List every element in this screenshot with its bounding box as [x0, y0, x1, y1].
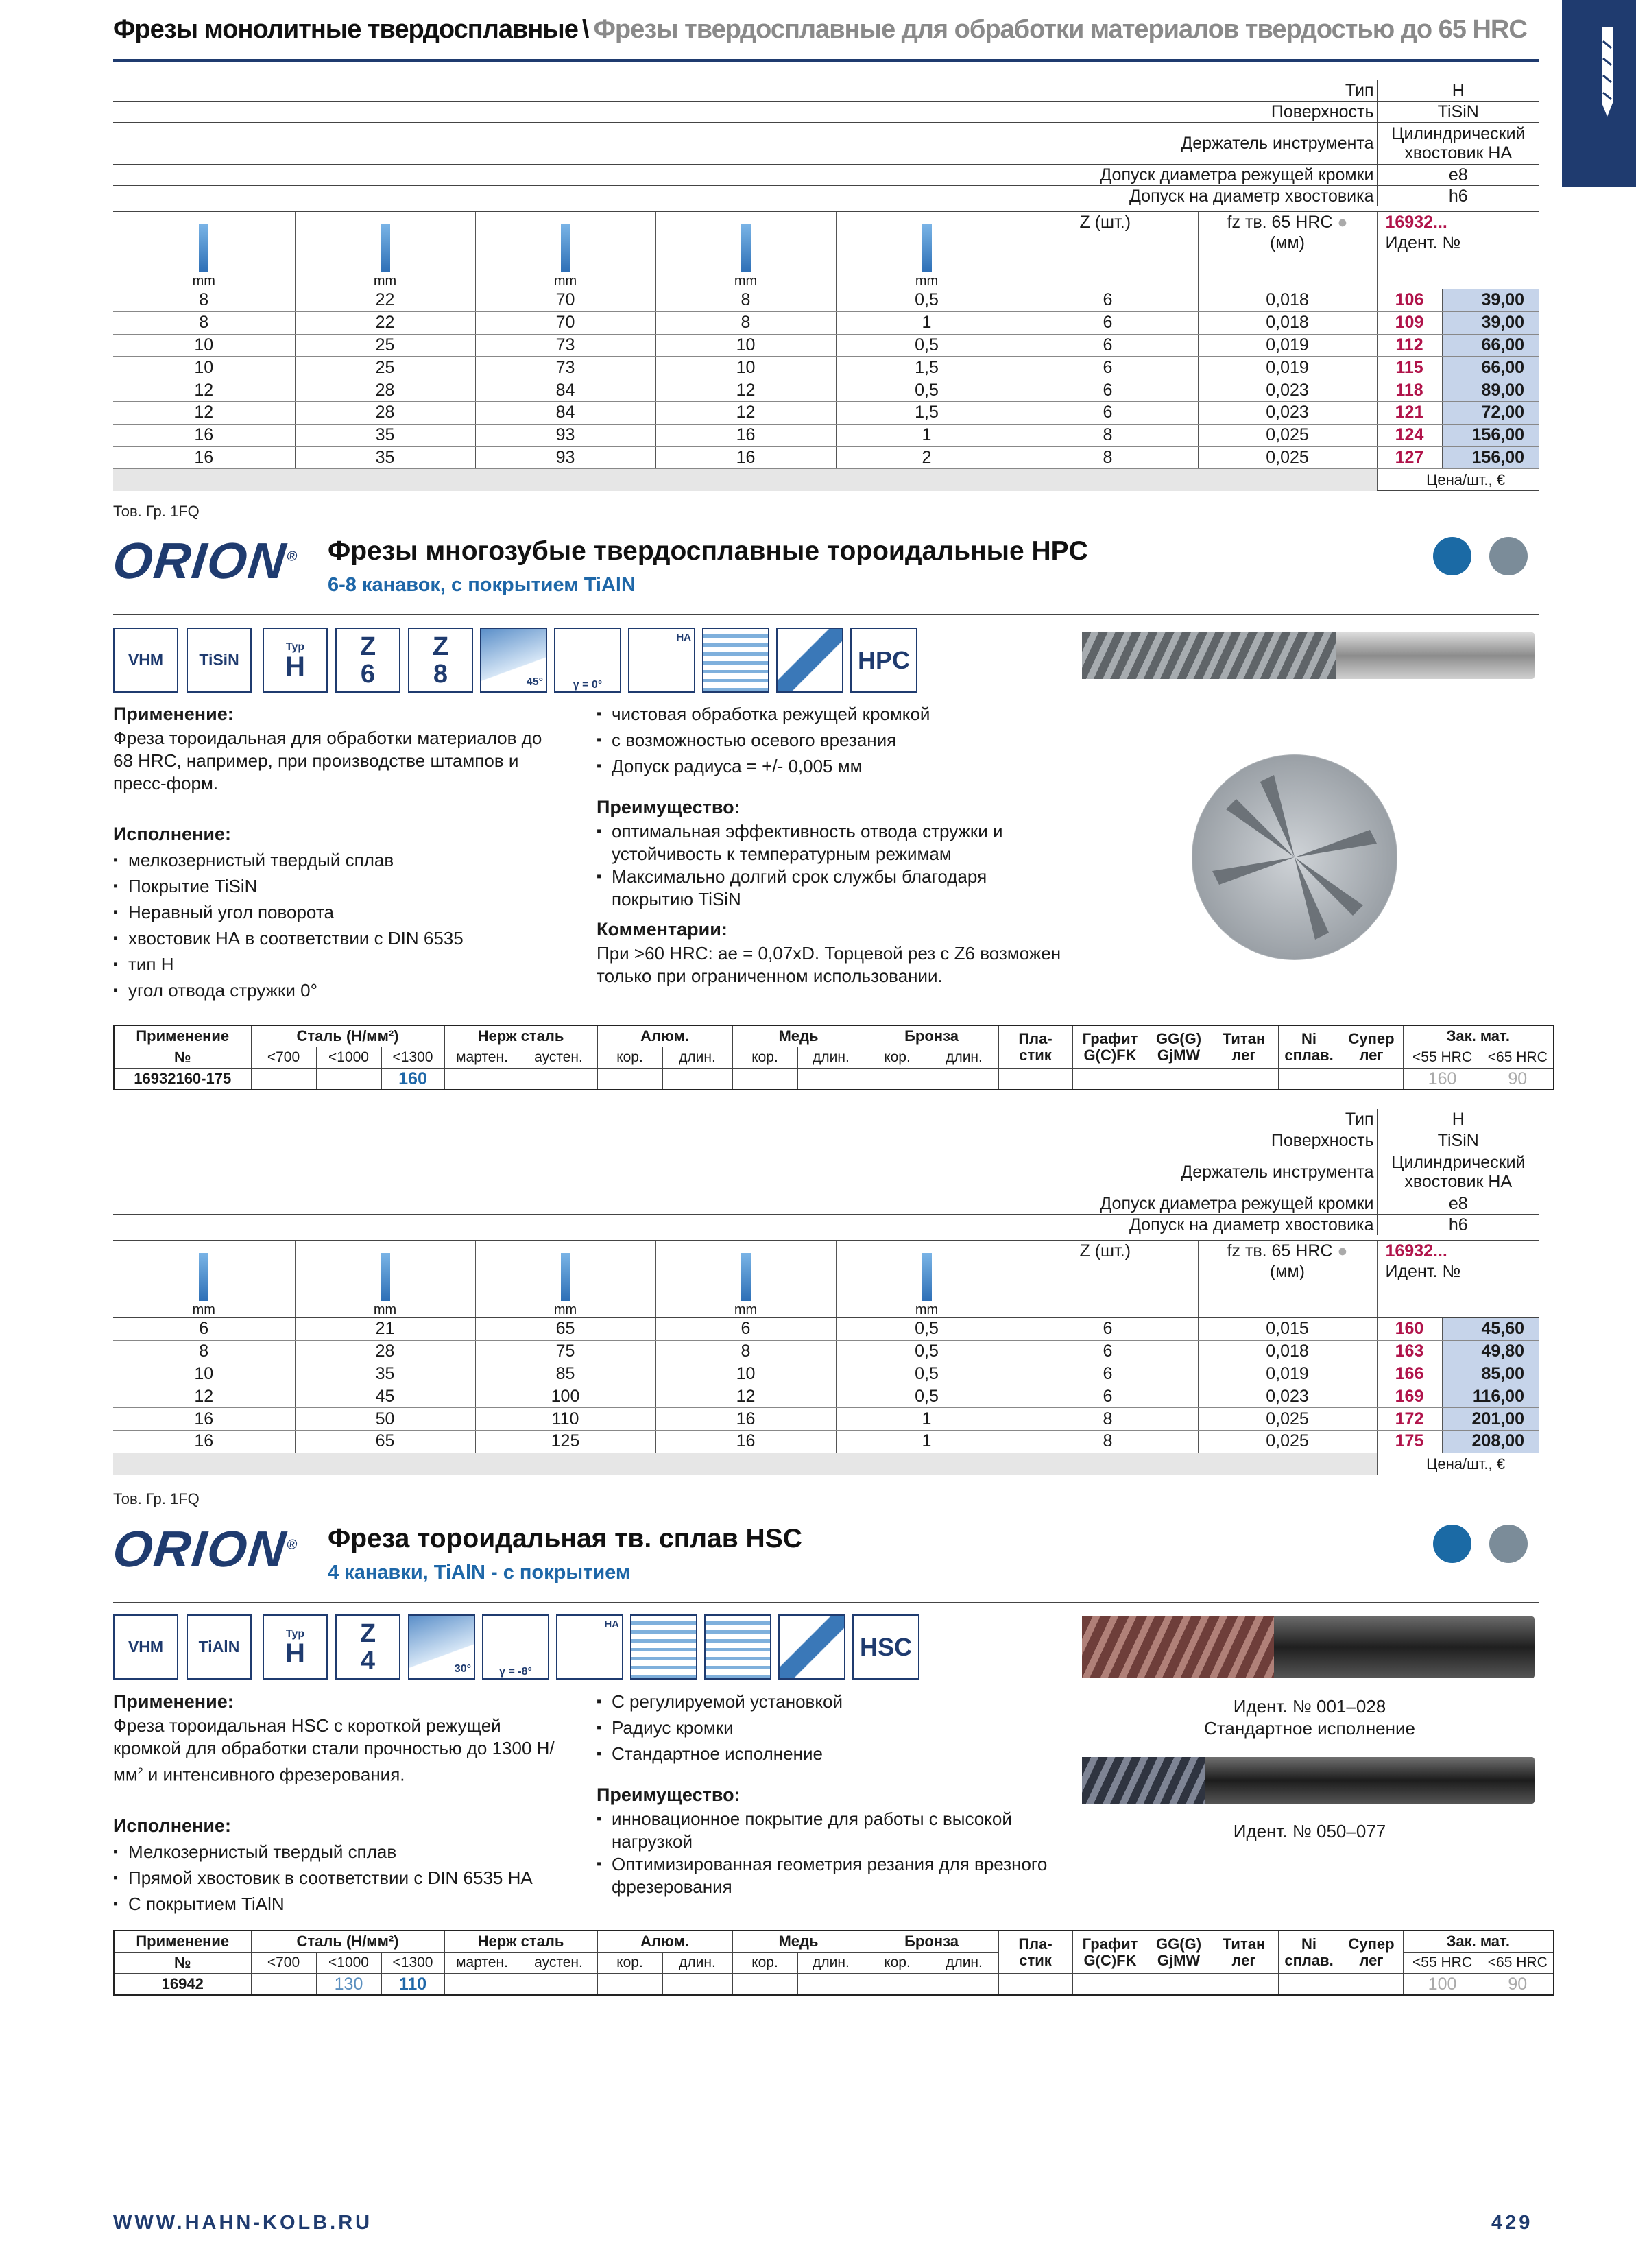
- cell-r: 0,5: [836, 289, 1018, 312]
- cell-r: 0,5: [836, 1385, 1018, 1408]
- cell-id: 127: [1377, 446, 1442, 469]
- application-bars-icon: [702, 628, 769, 693]
- spec-label-tol-shank: Допуск на диаметр хвостовика: [1129, 187, 1374, 206]
- list-item: ▪ Мелкозернистый твердый сплав: [113, 1839, 559, 1865]
- cell-d1: 16: [113, 424, 295, 446]
- cell-r: 1: [836, 1430, 1018, 1453]
- list-item: ▪ Прямой хвостовик в соответствии с DIN 6535 HA: [113, 1865, 559, 1891]
- cell-d2: 10: [655, 357, 836, 379]
- cell-d2: 16: [655, 446, 836, 469]
- total-length-icon: [561, 224, 570, 272]
- col-d2: mm: [655, 212, 836, 289]
- advantage-heading: Преимущество:: [597, 797, 741, 817]
- app-table-2-head-1: Применение Сталь (Н/мм²) Нерж сталь Алюм. Медь Бронза Пла- стик Графит G(C)FK GG(G) GjMW Титан лег Ni сплав. Супер лег Зак. мат.: [114, 1931, 1554, 1953]
- section-2-subtitle: 4 канавки, TiAlN - с покрытием: [328, 1562, 631, 1584]
- flute-star-icon: [1192, 754, 1397, 960]
- page-number: 429: [1491, 2212, 1533, 2234]
- cell-id: 163: [1377, 1340, 1442, 1363]
- tool-photo-hpc: [1082, 632, 1535, 679]
- tool-photo-standard: [1082, 1616, 1535, 1678]
- shank-ha-icon: HA: [628, 628, 695, 693]
- list-item: ▪ Максимально долгий срок службы благодаря покрытию TiSiN: [597, 866, 1063, 911]
- cell-price: 66,00: [1442, 357, 1539, 379]
- material-dot-2: [1489, 537, 1528, 575]
- cell-d1: 8: [113, 1340, 295, 1363]
- product-table-1: [113, 211, 1539, 491]
- cell-fz: 0,019: [1198, 357, 1377, 379]
- cell-id: 121: [1377, 401, 1442, 424]
- shank-ha-icon: HA: [556, 1614, 623, 1680]
- cell-z: 6: [1018, 1363, 1198, 1385]
- cell-l2: 35: [295, 1363, 475, 1385]
- badge-coating: TiSiN: [187, 628, 252, 693]
- cell-r: 0,5: [836, 1363, 1018, 1385]
- chapter-tab: [1562, 0, 1636, 187]
- cutting-length-icon: [381, 1253, 390, 1301]
- col-ident: 16932... Идент. №: [1377, 1241, 1539, 1318]
- corner-radius-icon: [922, 224, 932, 272]
- cell-r: 0,5: [836, 334, 1018, 357]
- cell-id: 160: [1377, 1318, 1442, 1341]
- rake-angle-icon: γ = -8°: [482, 1614, 549, 1680]
- cell-d2: 12: [655, 401, 836, 424]
- corner-radius-icon: [922, 1253, 932, 1301]
- cell-d2: 8: [655, 311, 836, 334]
- spec-label-holder: Держатель инструмента: [113, 1151, 1377, 1193]
- spec-label-tol-cut: Допуск диаметра режущей кромки: [113, 165, 1377, 186]
- cell-fz: 0,015: [1198, 1318, 1377, 1341]
- cell-z: 8: [1018, 424, 1198, 446]
- cell-l1: 70: [475, 289, 655, 312]
- badge-hpc: HPC: [850, 628, 917, 693]
- cell-d1: 12: [113, 379, 295, 402]
- spec-label-holder: Держатель инструмента: [113, 123, 1377, 165]
- app-table-1-head-1: Применение Сталь (Н/мм²) Нерж сталь Алюм. Медь Бронза Пла- стик Графит G(C)FK GG(G) GjMW Титан лег Ni сплав. Супер лег Зак. мат.: [114, 1025, 1554, 1047]
- badge-coating: TiAlN: [187, 1614, 252, 1680]
- application-bars-icon-2: [704, 1614, 771, 1680]
- cell-r: 1,5: [836, 401, 1018, 424]
- cell-d2: 10: [655, 334, 836, 357]
- cell-l2: 65: [295, 1430, 475, 1453]
- advantage-heading: Преимущество:: [597, 1784, 741, 1805]
- advantage-list: [597, 820, 1063, 911]
- badge-type: Typ H: [263, 1614, 328, 1680]
- table-row: [113, 1385, 1539, 1408]
- material-dot-1: [1433, 1525, 1471, 1563]
- badge-flutes-4: Z 4: [335, 1614, 400, 1680]
- cell-fz: 0,025: [1198, 424, 1377, 446]
- comment-text: При >60 HRC: ae = 0,07xD. Торцевой рез с Z6 возможен только при ограниченном использовании.: [597, 943, 1061, 986]
- cell-d2: 16: [655, 1408, 836, 1431]
- spec-value-tol-cut: e8: [1377, 1193, 1539, 1215]
- section-2-left-text: [113, 1688, 559, 1917]
- cutting-diameter-icon: [199, 1253, 208, 1301]
- list-item: ▪ Допуск радиуса = +/- 0,005 мм: [597, 753, 1063, 779]
- application-heading: Применение:: [113, 1691, 234, 1712]
- table-2-icon-row: [113, 1241, 1539, 1318]
- plunge-milling-icon: [776, 628, 843, 693]
- list-item: ▪ чистовая обработка режущей кромкой: [597, 701, 1063, 727]
- list-item: ▪ Покрытие TiSiN: [113, 873, 559, 899]
- badge-vhm: VHM: [113, 1614, 178, 1680]
- advantage-list: [597, 1808, 1063, 1898]
- cell-l2: 28: [295, 379, 475, 402]
- helix-angle-icon: 45°: [480, 628, 547, 693]
- cell-d2: 16: [655, 424, 836, 446]
- list-item: ▪ тип H: [113, 951, 559, 977]
- cell-z: 6: [1018, 311, 1198, 334]
- list-item: ▪ с возможностью осевого врезания: [597, 727, 1063, 753]
- cell-r: 0,5: [836, 1340, 1018, 1363]
- cell-r: 0,5: [836, 1318, 1018, 1341]
- cell-l1: 84: [475, 379, 655, 402]
- rake-angle-icon: γ = 0°: [554, 628, 621, 693]
- cell-id: 112: [1377, 334, 1442, 357]
- list-item: ▪ Неравный угол поворота: [113, 899, 559, 925]
- cell-fz: 0,018: [1198, 289, 1377, 312]
- cell-price: 66,00: [1442, 334, 1539, 357]
- cell-price: 45,60: [1442, 1318, 1539, 1341]
- list-item: ▪ мелкозернистый твердый сплав: [113, 847, 559, 873]
- cell-l1: 75: [475, 1340, 655, 1363]
- col-d1: mm: [113, 1241, 295, 1318]
- table-row: [113, 334, 1539, 357]
- spec-value-holder: Цилиндрический хвостовик HA: [1377, 123, 1539, 165]
- cell-d1: 16: [113, 1430, 295, 1453]
- cell-fz: 0,023: [1198, 401, 1377, 424]
- section-2-rule: [113, 1602, 1539, 1603]
- cell-d2: 8: [655, 289, 836, 312]
- cell-z: 6: [1018, 1385, 1198, 1408]
- feature-list: [597, 701, 1063, 779]
- cell-z: 6: [1018, 1340, 1198, 1363]
- col-z: Z (шт.): [1018, 212, 1198, 289]
- cell-price: 39,00: [1442, 289, 1539, 312]
- badge-type: Typ H: [263, 628, 328, 693]
- badge-flutes-8: Z 8: [408, 628, 473, 693]
- product-table-2: [113, 1240, 1539, 1475]
- cell-l2: 22: [295, 289, 475, 312]
- cell-l2: 28: [295, 401, 475, 424]
- application-heading: Применение:: [113, 704, 234, 724]
- drill-icon: [1562, 0, 1636, 187]
- cell-id: 166: [1377, 1363, 1442, 1385]
- list-item: ▪ С регулируемой установкой: [597, 1688, 1063, 1715]
- spec-label-type: Тип: [113, 1109, 1377, 1130]
- execution-heading: Исполнение:: [113, 824, 231, 844]
- cell-fz: 0,018: [1198, 1340, 1377, 1363]
- cell-fz: 0,018: [1198, 311, 1377, 334]
- cell-z: 6: [1018, 334, 1198, 357]
- footer-url[interactable]: WWW.HAHN-KOLB.RU: [113, 2212, 373, 2234]
- table-row: [113, 446, 1539, 469]
- application-table-1: [113, 1025, 1554, 1090]
- col-z: Z (шт.): [1018, 1241, 1198, 1318]
- cell-r: 1: [836, 424, 1018, 446]
- spec-value-tol-cut: e8: [1377, 165, 1539, 186]
- cell-price: 39,00: [1442, 311, 1539, 334]
- cell-l1: 73: [475, 357, 655, 379]
- spec-value-type: H: [1377, 80, 1539, 102]
- application-text: Фреза тороидальная HSC с короткой режущей кромкой для обработки стали прочностью до 1300 $Н/мм^2$ и интенсивного фрезерования.: [113, 1715, 555, 1785]
- cell-d2: 16: [655, 1430, 836, 1453]
- table-1-icon-row: [113, 212, 1539, 289]
- cell-z: 6: [1018, 289, 1198, 312]
- product-group-2: Тов. Гр. 1FQ: [113, 1490, 200, 1507]
- cell-id: 169: [1377, 1385, 1442, 1408]
- cell-d1: 8: [113, 289, 295, 312]
- col-fz: fz тв. 65 HRC ● (мм): [1198, 212, 1377, 289]
- orion-logo-1: ORION®: [110, 532, 300, 589]
- cell-id: 172: [1377, 1408, 1442, 1431]
- cell-l2: 25: [295, 357, 475, 379]
- section-1-title: Фрезы многозубые твердосплавные тороидальные HPC: [328, 536, 1088, 566]
- app-table-1-row: 16932160-175 160 160 90: [114, 1069, 1554, 1090]
- cell-d1: 10: [113, 1363, 295, 1385]
- cell-price: 116,00: [1442, 1385, 1539, 1408]
- section-1-left-text: [113, 701, 559, 1003]
- col-r: mm: [836, 212, 1018, 289]
- cell-r: 0,5: [836, 379, 1018, 402]
- header-sub: Фрезы твердосплавные для обработки материалов твердостью до 65 HRC: [593, 15, 1527, 44]
- cell-id: 175: [1377, 1430, 1442, 1453]
- app-table-2-row: 16942 130 110 100 90: [114, 1974, 1554, 1996]
- table-row: [113, 379, 1539, 402]
- spec-label-type: Тип: [113, 80, 1377, 102]
- cell-l1: 73: [475, 334, 655, 357]
- page-header: [113, 15, 1539, 58]
- cell-price: 201,00: [1442, 1408, 1539, 1431]
- col-ident: 16932... Идент. №: [1377, 212, 1539, 289]
- cell-l1: 93: [475, 424, 655, 446]
- spec-value-type: H: [1377, 1109, 1539, 1130]
- price-label: Цена/шт., €: [1377, 469, 1539, 491]
- tool-caption-2: Идент. № 050–077: [1233, 1821, 1386, 1841]
- cell-l1: 93: [475, 446, 655, 469]
- application-text: Фреза тороидальная для обработки материалов до 68 HRC, например, при производстве штампов и пресс-форм.: [113, 728, 542, 793]
- cell-price: 49,80: [1442, 1340, 1539, 1363]
- cell-d2: 10: [655, 1363, 836, 1385]
- cell-id: 109: [1377, 311, 1442, 334]
- cell-d2: 12: [655, 1385, 836, 1408]
- section-2-right-text: [597, 1688, 1063, 1898]
- tool-caption-1: Идент. № 001–028 Стандартное исполнение: [1204, 1696, 1415, 1739]
- tool-photo-variant: [1082, 1757, 1535, 1804]
- cell-d1: 8: [113, 311, 295, 334]
- table-row: [113, 357, 1539, 379]
- spec-label-surface: Поверхность: [113, 102, 1377, 123]
- cell-l1: 100: [475, 1385, 655, 1408]
- cell-l2: 25: [295, 334, 475, 357]
- cell-id: 124: [1377, 424, 1442, 446]
- cell-fz: 0,025: [1198, 1408, 1377, 1431]
- col-fz: fz тв. 65 HRC ● (мм): [1198, 1241, 1377, 1318]
- list-item: ▪ Оптимизированная геометрия резания для врезного фрезерования: [597, 1853, 1063, 1898]
- list-item: ▪ хвостовик НА в соответствии с DIN 6535: [113, 925, 559, 951]
- header-separator: \: [581, 15, 590, 44]
- badge-flutes-6: Z 6: [335, 628, 400, 693]
- header-main: Фрезы монолитные твердосплавные: [113, 15, 578, 44]
- cell-fz: 0,019: [1198, 1363, 1377, 1385]
- cell-d1: 16: [113, 446, 295, 469]
- cell-d1: 10: [113, 357, 295, 379]
- list-item: ▪ С покрытием TiAlN: [113, 1891, 559, 1917]
- feature-list: [597, 1688, 1063, 1767]
- spec-value-surface: TiSiN: [1377, 102, 1539, 123]
- table-row: [113, 401, 1539, 424]
- spec-value-holder: Цилиндрический хвостовик HA: [1377, 1151, 1539, 1193]
- material-dot-1: [1433, 537, 1471, 575]
- cell-d1: 12: [113, 401, 295, 424]
- col-l1: mm: [475, 1241, 655, 1318]
- spec-label-tol-cut: Допуск диаметра режущей кромки: [113, 1193, 1377, 1215]
- section-1-subtitle: 6-8 канавок, с покрытием TiAlN: [328, 574, 636, 596]
- cell-fz: 0,023: [1198, 1385, 1377, 1408]
- col-l1: mm: [475, 212, 655, 289]
- app-table-1-head-2: № <700 <1000 <1300 мартен. аустен. кор. длин. кор. длин. кор. длин. <55 HRC <65 HRC: [114, 1047, 1554, 1069]
- section-1-right-text: [597, 701, 1063, 988]
- orion-logo-2: ORION®: [110, 1520, 300, 1577]
- cell-fz: 0,019: [1198, 334, 1377, 357]
- section-2-title: Фреза тороидальная тв. сплав HSC: [328, 1524, 802, 1553]
- execution-list: [113, 847, 559, 1003]
- table-1-footer: [113, 469, 1539, 491]
- cell-l2: 50: [295, 1408, 475, 1431]
- execution-list: [113, 1839, 559, 1917]
- spec-value-tol-shank: h6: [1377, 1215, 1539, 1236]
- table-row: [113, 1340, 1539, 1363]
- list-item: ▪ инновационное покрытие для работы с высокой нагрузкой: [597, 1808, 1063, 1853]
- total-length-icon: [561, 1253, 570, 1301]
- cell-fz: 0,023: [1198, 379, 1377, 402]
- list-item: ▪ Стандартное исполнение: [597, 1741, 1063, 1767]
- table-2-footer: [113, 1453, 1539, 1475]
- cell-l2: 21: [295, 1318, 475, 1341]
- cell-d1: 12: [113, 1385, 295, 1408]
- comment-heading: Комментарии:: [597, 919, 727, 940]
- cell-price: 89,00: [1442, 379, 1539, 402]
- cell-d1: 10: [113, 334, 295, 357]
- shank-diameter-icon: [741, 224, 751, 272]
- cell-price: 72,00: [1442, 401, 1539, 424]
- spec-value-surface: TiSiN: [1377, 1130, 1539, 1151]
- spec-table-1: [113, 80, 1539, 206]
- execution-heading: Исполнение:: [113, 1815, 231, 1836]
- helix-angle-icon: 30°: [408, 1614, 475, 1680]
- list-item: ▪ угол отвода стружки 0°: [113, 977, 559, 1003]
- cell-d1: 16: [113, 1408, 295, 1431]
- col-l2: mm: [295, 212, 475, 289]
- cutting-length-icon: [381, 224, 390, 272]
- cell-z: 6: [1018, 401, 1198, 424]
- spec-label-surface: Поверхность: [113, 1130, 1377, 1151]
- price-label: Цена/шт., €: [1377, 1453, 1539, 1475]
- cell-fz: 0,025: [1198, 446, 1377, 469]
- cell-r: 1,5: [836, 357, 1018, 379]
- cell-z: 6: [1018, 357, 1198, 379]
- cell-price: 156,00: [1442, 424, 1539, 446]
- section-1-rule: [113, 614, 1539, 615]
- application-bars-icon: [630, 1614, 697, 1680]
- table-row: [113, 424, 1539, 446]
- shank-diameter-icon: [741, 1253, 751, 1301]
- material-dot-2: [1489, 1525, 1528, 1563]
- table-row: [113, 1408, 1539, 1431]
- col-d1: mm: [113, 212, 295, 289]
- list-item: ▪ оптимальная эффективность отвода стружки и устойчивость к температурным режимам: [597, 820, 1063, 866]
- cell-r: 1: [836, 311, 1018, 334]
- cell-l1: 125: [475, 1430, 655, 1453]
- cell-l1: 110: [475, 1408, 655, 1431]
- cell-id: 118: [1377, 379, 1442, 402]
- cell-id: 115: [1377, 357, 1442, 379]
- cell-r: 2: [836, 446, 1018, 469]
- tool-end-view: [1192, 754, 1397, 960]
- badge-hsc: HSC: [852, 1614, 919, 1680]
- cell-price: 156,00: [1442, 446, 1539, 469]
- list-item: ▪ Радиус кромки: [597, 1715, 1063, 1741]
- table-row: [113, 311, 1539, 334]
- app-table-2-head-2: № <700 <1000 <1300 мартен. аустен. кор. длин. кор. длин. кор. длин. <55 HRC <65 HRC: [114, 1953, 1554, 1974]
- cell-z: 6: [1018, 1318, 1198, 1341]
- header-rule: [113, 59, 1539, 62]
- cell-l2: 45: [295, 1385, 475, 1408]
- cell-z: 8: [1018, 1408, 1198, 1431]
- cell-l1: 84: [475, 401, 655, 424]
- cell-d2: 8: [655, 1340, 836, 1363]
- cell-l1: 70: [475, 311, 655, 334]
- cell-l1: 85: [475, 1363, 655, 1385]
- cell-d2: 6: [655, 1318, 836, 1341]
- cell-price: 208,00: [1442, 1430, 1539, 1453]
- badge-vhm: VHM: [113, 628, 178, 693]
- col-l2: mm: [295, 1241, 475, 1318]
- cell-z: 8: [1018, 446, 1198, 469]
- cell-l2: 35: [295, 446, 475, 469]
- cell-l2: 35: [295, 424, 475, 446]
- cell-z: 8: [1018, 1430, 1198, 1453]
- cell-price: 85,00: [1442, 1363, 1539, 1385]
- plunge-milling-icon: [778, 1614, 845, 1680]
- table-row: [113, 1318, 1539, 1341]
- cell-d2: 12: [655, 379, 836, 402]
- table-row: [113, 289, 1539, 312]
- spec-table-2: [113, 1109, 1539, 1235]
- col-d2: mm: [655, 1241, 836, 1318]
- cell-r: 1: [836, 1408, 1018, 1431]
- cell-d1: 6: [113, 1318, 295, 1341]
- spec-label-tol-shank: Допуск на диаметр хвостовика: [1129, 1215, 1374, 1234]
- cell-l2: 22: [295, 311, 475, 334]
- cell-z: 6: [1018, 379, 1198, 402]
- spec-value-tol-shank: h6: [1377, 186, 1539, 207]
- product-group-1: Тов. Гр. 1FQ: [113, 503, 200, 520]
- table-row: [113, 1430, 1539, 1453]
- col-r: mm: [836, 1241, 1018, 1318]
- cell-fz: 0,025: [1198, 1430, 1377, 1453]
- cutting-diameter-icon: [199, 224, 208, 272]
- cell-l2: 28: [295, 1340, 475, 1363]
- cell-l1: 65: [475, 1318, 655, 1341]
- cell-id: 106: [1377, 289, 1442, 312]
- application-table-2: [113, 1930, 1554, 1996]
- table-row: [113, 1363, 1539, 1385]
